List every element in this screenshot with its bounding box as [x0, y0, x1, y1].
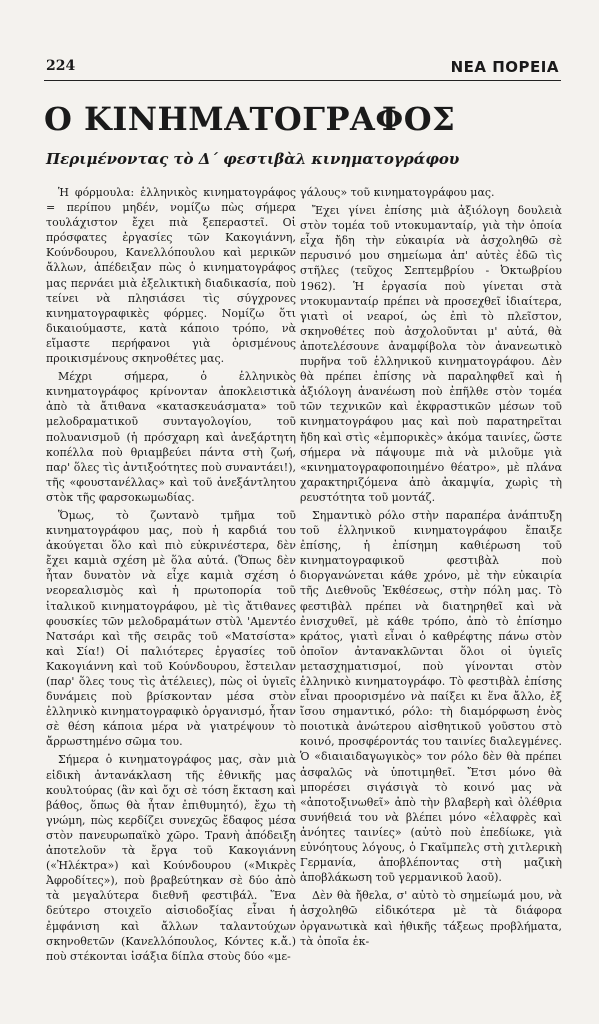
- paragraph: Δὲν θὰ ἤθελα, σ' αὐτὸ τὸ σημείωμά μου, νὰ ἀσχοληθῶ εἰδικότερα μὲ τὰ διάφορα ὀργανωτικὰ καὶ ἠθικῆς τάξεως προβλήματα, τὰ ὁποῖα ἐκ-: [300, 889, 562, 948]
- left-column: [46, 185, 296, 967]
- header-rule: [44, 80, 561, 81]
- journal-name: ΝΕΑ ΠΟΡΕΙΑ: [450, 58, 559, 76]
- paragraph: Ἔχει γίνει ἐπίσης μιὰ ἀξιόλογη δουλειὰ στὸν τομέα τοῦ ντοκυμανταίρ, γιὰ τὴν ὁποία εἶχα ἤδη τὴν εὐκαιρία νὰ ἀσχοληθῶ σὲ περυσινό μου σημείωμα ἀπ' αὐτὲς ἐδῶ τὶς στῆλες (τεῦχος Σεπτεμβρίου - Ὀκτωβρίου 1962). Ἡ ἐργασία ποὺ γίνεται στὰ ντοκυμανταίρ πρέπει νὰ προσεχθεῖ ἰδιαίτερα, γιατὶ οἱ νεαροί, ὡς ἐπὶ τὸ πλεῖστον, σκηνοθέτες ποὺ ἀσχολοῦνται μ' αὐτά, θὰ ἀποτελέσουνε ἀναμφίβολα τὸν ἀνανεωτικὸ πυρῆνα τοῦ ἑλληνικοῦ κινηματογράφου. Δὲν θὰ πρέπει ἐπίσης νὰ παραληφθεῖ καὶ ἡ ἀξιόλογη ἀνανέωση ποὺ ἐπῆλθε στὸν τομέα τῶν τεχνικῶν καὶ ἐκφραστικῶν μέσων τοῦ κινηματογράφου μας καὶ ποὺ παρατηρεῖται ἤδη καὶ στὶς «ἐμπορικὲς» ἀκόμα ταινίες, ὥστε σήμερα νὰ πάψουμε πιὰ νὰ μιλοῦμε γιὰ «κινηματογραφοποιημένο θέατρο», μὲ πλάνα χαρακτηριζόμενα ἀπὸ ἀκαμψία, χωρὶς τὴ ρευστότητα τοῦ μοντάζ.: [300, 204, 562, 504]
- page-number: 224: [46, 58, 76, 74]
- paragraph: Μέχρι σήμερα, ὁ ἑλληνικὸς κινηματογράφος κρίνονταν ἀποκλειστικὰ ἀπὸ τὰ ἄτιθανα «κατασκευάσματα» τοῦ μελοδραματικοῦ συνταγολογίου, τοῦ πολυανισμοῦ (ἡ πρόσχαρη καὶ ἀνεξάρτητη κοπέλλα ποὺ θριαμβεύει πάντα στὴ ζωή, παρ' ὅλες τὶς ἀντιξοότητες ποὺ συναντάει!), τῆς «φουστανέλλας» καὶ τοῦ ἀνεξάντλητου στὸκ τῆς φαρσοκωμωδίας.: [46, 370, 296, 504]
- paragraph: Σήμερα ὁ κινηματογράφος μας, σὰν μιὰ εἰδικὴ ἀντανάκλαση τῆς ἐθνικῆς μας κουλτούρας (ἂν καὶ ὄχι σὲ τόση ἔκταση καὶ βάθος, ὅπως θὰ ἦταν ἐπιθυμητό), ἔχω τὴ γνώμη, πὼς κερδίζει συνεχῶς ἔδαφος μέσα στὸν πανευρωπαϊκὸ χῶρο. Τρανὴ ἀπόδειξη ἀποτελοῦν τὰ ἔργα τοῦ Κακογιάννη («Ἠλέκτρα») καὶ Κούνδουρου («Μικρὲς Ἀφροδίτες»), ποὺ βραβεύτηκαν σὲ δύο ἀπὸ τὰ μεγαλύτερα διεθνῆ φεστιβάλ. Ἕνα δεύτερο στοιχεῖο αἰσιοδοξίας εἶναι ἡ ἐμφάνιση καὶ ἄλλων ταλαντούχων σκηνοθετῶν (Κανελλόπουλος, Κόντες κ.ἄ.) ποὺ στέκονται ἰσάξια δίπλα στοὺς δύο «με-: [46, 753, 296, 963]
- paragraph: Ὅμως, τὸ ζωντανὸ τμῆμα τοῦ κινηματογράφου μας, ποὺ ἡ καρδιά του ἀκούγεται ὅλο καὶ πιὸ εὐκρινέστερα, δὲν ἔχει καμιὰ σχέση μὲ ὅλα αὐτά. (Ὅπως δὲν ἦταν δυνατὸν νὰ εἶχε καμιὰ σχέση ὁ νεορεαλισμὸς καὶ ἡ πρωτοπορία τοῦ ἰταλικοῦ κινηματογράφου, μὲ τὶς ἄτιθανες φουσκίες τῶν μελοδραμάτων στὺλ 'Αμεντέο Νατσάρι καὶ τῆς σειρᾶς τοῦ «Ματσίστα» καὶ Σία!) Οἱ παλιότερες ἐργασίες τοῦ Κακογιάννη καὶ τοῦ Κούνδουρου, ἔστειλαν (παρ' ὅλες τους τὶς ἀτέλειες), πὼς οἱ ὑγιεῖς δυνάμεις ποὺ βρίσκονταν μέσα στὸν ἑλληνικὸ κινηματογραφικὸ ὀργανισμό, ἦταν σὲ θέση κάποια μέρα νὰ γιατρέψουν τὸ ἄρρωστημένο σῶμα του.: [46, 508, 296, 749]
- paragraph: γάλους» τοῦ κινηματογράφου μας.: [300, 186, 495, 199]
- paragraph: Σημαντικὸ ρόλο στὴν παραπέρα ἀνάπτυξη τοῦ ἑλληνικοῦ κινηματογράφου ἔπαιξε ἐπίσης, ἡ ἐπίσημη καθιέρωση τοῦ κινηματογραφικοῦ φεστιβὰλ ποὺ διοργανώνεται κάθε χρόνο, μὲ τὴν εὐκαιρία τῆς Διεθνοῦς Ἐκθέσεως, στὴν πόλη μας. Τὸ φεστιβὰλ πρέπει νὰ διατηρηθεῖ καὶ νὰ ἐνισχυθεῖ, μὲ κάθε τρόπο, ἀπὸ τὸ ἐπίσημο κράτος, γιατὶ εἶναι ὁ καθρέφτης πάνω στὸν ὁποῖον ἀντανακλῶνται ὅλοι οἱ ὑγιεῖς μετασχηματισμοί, ποὺ γίνονται στὸν ἑλληνικὸ κινηματογράφο. Τὸ φεστιβὰλ ἐπίσης εἶναι προορισμένο νὰ παίξει κι ἕνα ἄλλο, ἐξ ἴσου σημαντικό, ρόλο: τὴ διαμόρφωση ἑνὸς ποιοτικὰ ἀνώτερου αἰσθητικοῦ γοῦστου στὸ κοινό, προσφέροντάς του ταινίες διαλεγμένες. Ὁ «διαιαιδαγωγικὸς» τον ρόλο δὲν θὰ πρέπει ἀσφαλῶς νὰ ὑποτιμηθεῖ. Ἔτσι μόνο θὰ μπορέσει σιγάσιγὰ τὸ κοινό μας νὰ «ἀποτοξινωθεῖ» ἀπὸ τὴν βλαβερὴ καὶ ὀλέθρια συνήθειά του νὰ βλέπει μόνο «ἐλαφρὲς καὶ ἀνόητες ταινίες» (αὐτὸ ποὺ ἐπεδίωκε, γιὰ εὐνόητους λόγους, ὁ Γκαῖμπελς στὴ χιτλερικὴ Γερμανία, ἀποβλέποντας στὴ μαζικὴ ἀποβλάκωση τοῦ γερμανικοῦ λαοῦ).: [300, 508, 562, 885]
- right-column: [300, 185, 562, 952]
- article-title: Ο ΚΙΝΗΜΑΤΟΓΡΑΦΟΣ: [44, 100, 456, 138]
- article-subtitle: Περιμένοντας τὸ Δ΄ φεστιβὰλ κινηματογράφου: [46, 150, 460, 168]
- paragraph: Ἡ φόρμουλα: ἑλληνικὸς κινηματογράφος = περίπου μηδέν, νομίζω πὼς σήμερα τουλάχιστον ἔχει πιὰ ξεπεραστεῖ. Οἱ πρόσφατες ἐργασίες τῶν Κακογιάννη, Κούνδουρου, Κανελλόπουλου καὶ μερικῶν ἄλλων, ἀπέδειξαν πὼς ὁ κινηματογράφος μας περνάει μιὰ ἐξελικτικὴ διαδικασία, ποὺ τείνει νὰ πλησιάσει τὶς σύγχρονες κινηματογραφικὲς φόρμες. Νομίζω ὅτι δικαιούμαστε, κατὰ κάποιο τρόπο, νὰ εἴμαστε περήφανοι γιὰ ὁρισμένους προικισμένους σκηνοθέτες μας.: [46, 186, 296, 366]
